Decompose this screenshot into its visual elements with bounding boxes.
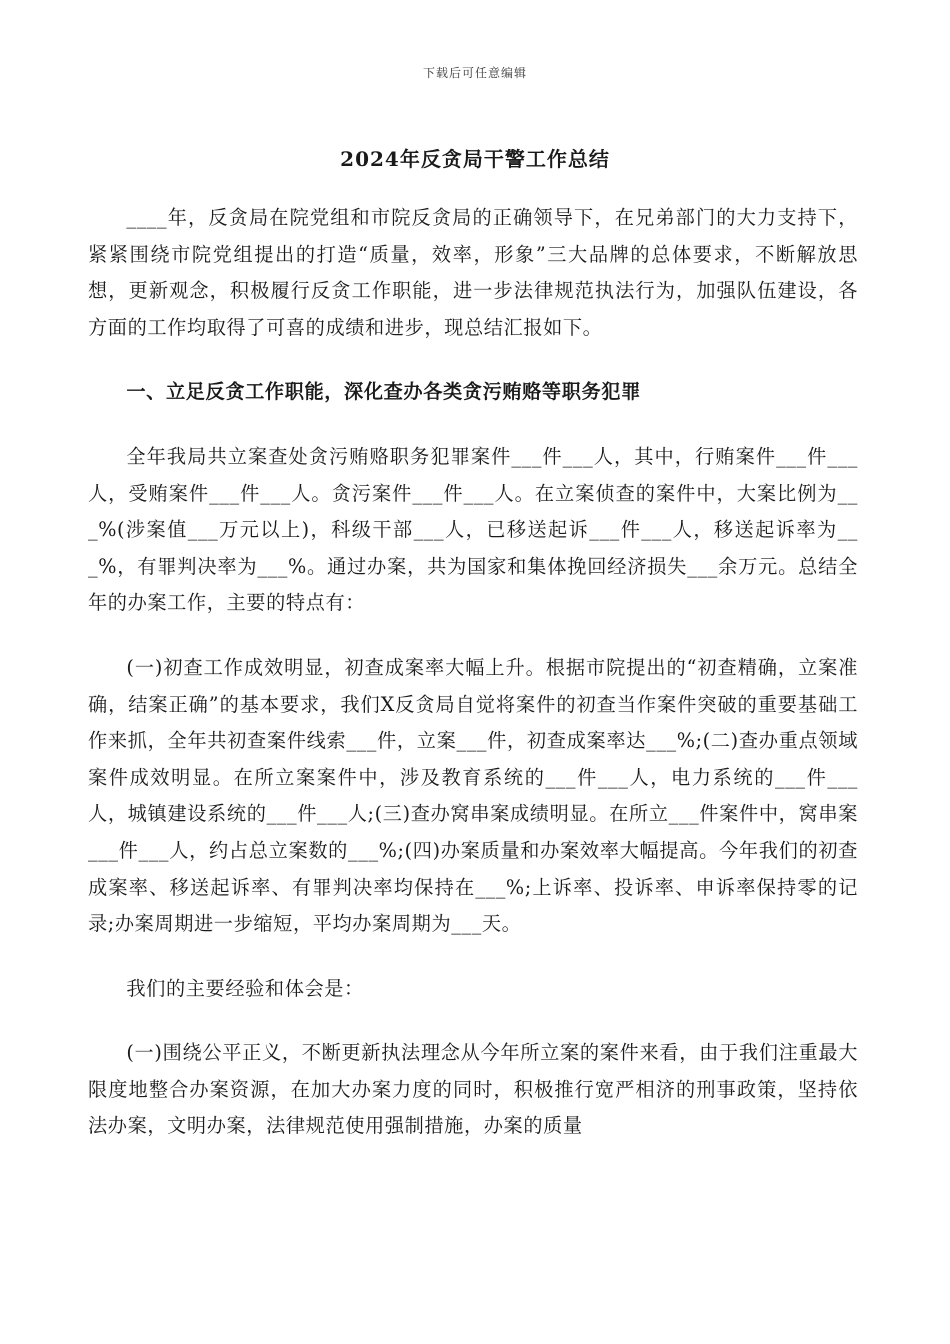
document-title: 2024年反贪局干警工作总结 bbox=[340, 147, 610, 171]
paragraph-case-statistics: 全年我局共立案查处贪污贿赂职务犯罪案件___件___人，其中，行贿案件___件___人，受贿案件___件___人。贪污案件___件___人。在立案侦查的案件中，大案比例为___%(涉案值___万元以上)，科级干部___人，已移送起诉___件___人，移送起诉率为___%，有罪判决率为___%。通过办案，共为国家和集体挽回经济损失___余万元。总结全年的办案工作，主要的特点有： bbox=[88, 444, 858, 615]
paragraph-experience-intro: 我们的主要经验和体会是： bbox=[126, 976, 364, 1000]
paragraph-experience-1: (一)围绕公平正义，不断更新执法理念从今年所立案的案件来看，由于我们注重最大限度地整合办案资源，在加大办案力度的同时，积极推行宽严相济的刑事政策，坚持依法办案，文明办案，法律规范使用强制措施，办案的质量 bbox=[88, 1041, 858, 1138]
header-note: 下载后可任意编辑 bbox=[422, 66, 527, 80]
paragraph-characteristics: (一)初查工作成效明显，初查成案率大幅上升。根据市院提出的“初查精确，立案准确，结案正确”的基本要求，我们X反贪局自觉将案件的初查当作案件突破的重要基础工作来抓，全年共初查案件线索___件，立案___件，初查成案率达___%;(二)查办重点领域案件成效明显。在所立案案件中，涉及教育系统的___件___人，电力系统的___件___人，城镇建设系统的___件___人;(三)查办窝串案成绩明显。在所立___件案件中，窝串案___件___人，约占总立案数的___%;(四)办案质量和办案效率大幅提高。今年我们的初查成案率、移送起诉率、有罪判决率均保持在___%;上诉率、投诉率、申诉率保持零的记录;办案周期进一步缩短，平均办案周期为___天。 bbox=[88, 655, 858, 936]
intro-paragraph: ____年，反贪局在院党组和市院反贪局的正确领导下，在兄弟部门的大力支持下，紧紧围绕市院党组提出的打造“质量，效率，形象”三大品牌的总体要求，不断解放思想，更新观念，积极履行反贪工作职能，进一步法律规范执法行为，加强队伍建设，各方面的工作均取得了可喜的成绩和进步，现总结汇报如下。 bbox=[88, 206, 858, 339]
document-body bbox=[88, 200, 858, 1173]
section-heading-1: 一、立足反贪工作职能，深化查办各类贪污贿赂等职务犯罪 bbox=[126, 380, 641, 404]
